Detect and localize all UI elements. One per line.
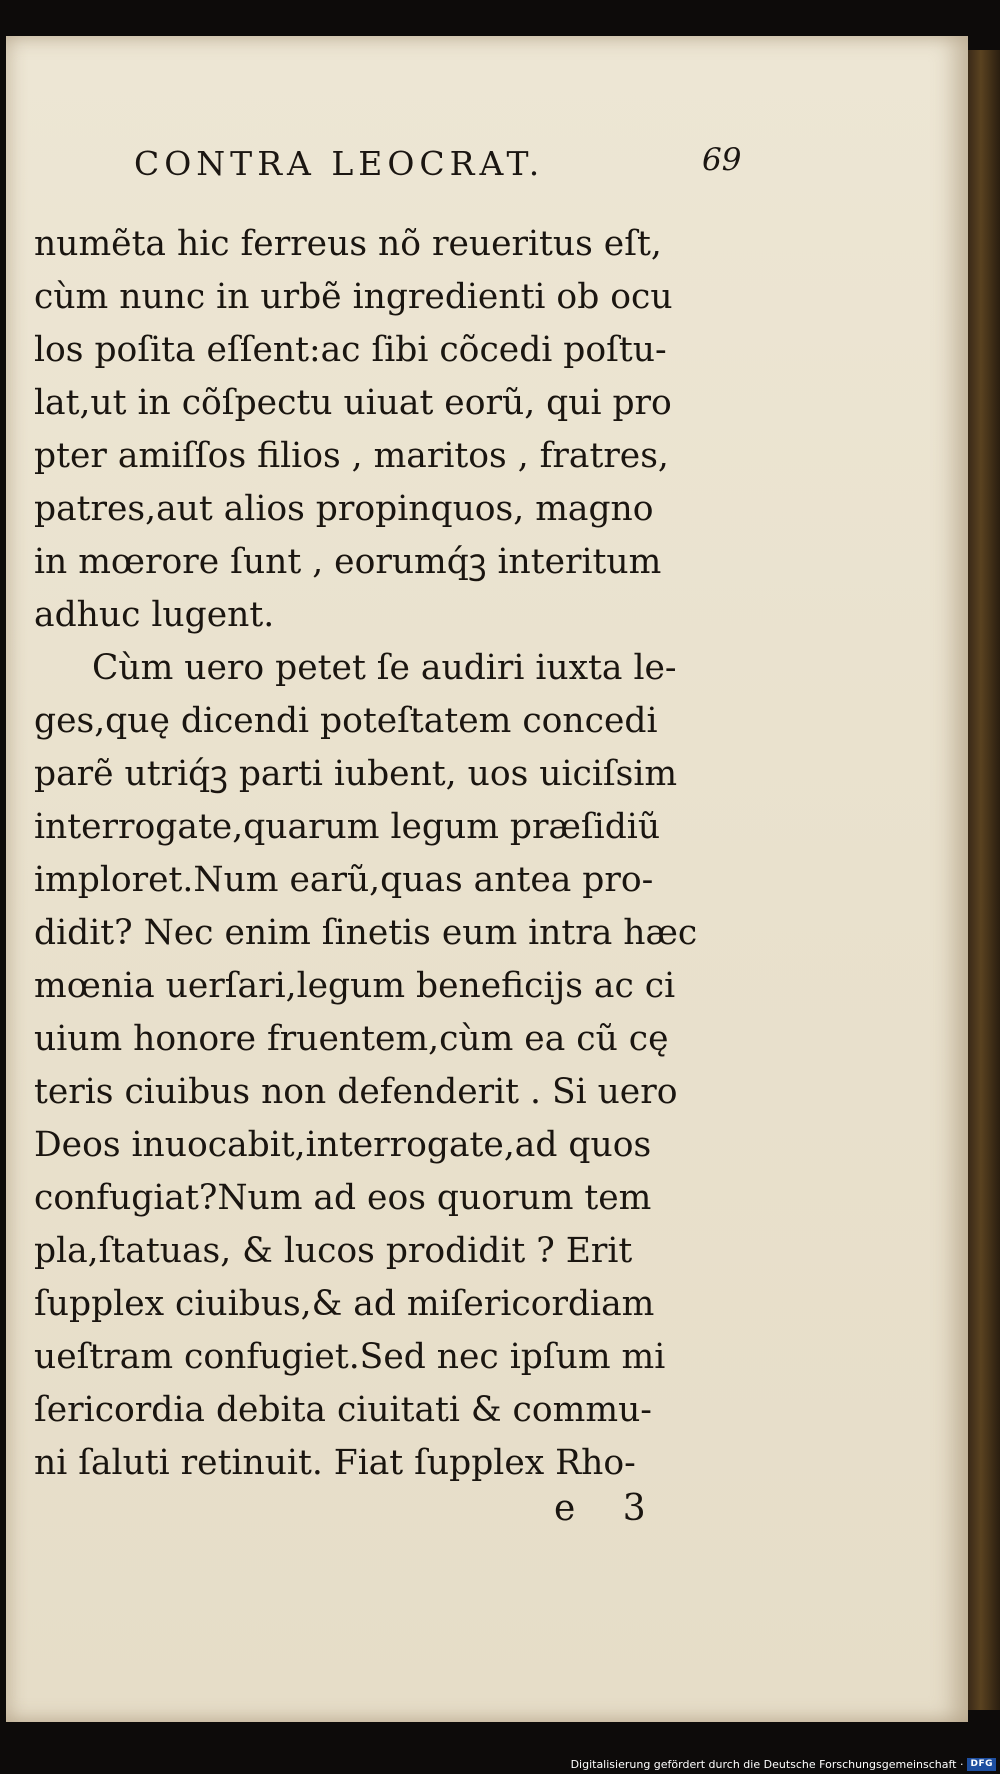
text-line: imploret.Num earũ,quas antea pro- — [34, 860, 654, 900]
page-number: 69 — [702, 142, 742, 178]
text-line: numẽta hic ferreus nõ reueritus eſt, — [34, 224, 662, 264]
text-line: lat,ut in cõſpectu uiuat eorũ, qui pro — [34, 383, 672, 423]
text-line: ſupplex ciuibus,& ad miſericordiam — [34, 1284, 655, 1324]
text-line: confugiat?Num ad eos quorum tem — [34, 1178, 652, 1218]
text-line: mœnia uerſari,legum beneficijs ac ci — [34, 966, 676, 1006]
book-page — [6, 36, 968, 1722]
text-line: in mœrore ſunt , eorumq́ꝫ interitum — [34, 542, 662, 582]
text-line: patres,aut alios propinquos, magno — [34, 489, 654, 529]
text-line: cùm nunc in urbẽ ingredienti ob ocu — [34, 277, 673, 317]
text-line: ſericordia debita ciuitati & commu- — [34, 1390, 652, 1430]
body-text — [34, 218, 754, 1490]
text-line: parẽ utriq́ꝫ parti iubent, uos uiciſsim — [34, 754, 678, 794]
text-line: los poſita eſſent:ac ſibi cõcedi poſtu- — [34, 330, 667, 370]
text-line: ueſtram confugiet.Sed nec ipſum mi — [34, 1337, 666, 1377]
text-line: teris ciuibus non defenderit . Si uero — [34, 1072, 678, 1112]
text-line: ges,quę dicendi poteſtatem concedi — [34, 701, 658, 741]
text-line: pter amiſſos filios , maritos , fratres, — [34, 436, 669, 476]
paragraph-start-line: Cùm uero petet ſe audiri iuxta le- — [92, 648, 677, 688]
text-line: ni ſaluti retinuit. Fiat ſupplex Rho- — [34, 1443, 636, 1483]
book-edge — [968, 50, 1000, 1710]
running-head: CONTRA LEOCRAT. — [134, 144, 545, 183]
text-line: didit? Nec enim ſinetis eum intra hæc — [34, 913, 698, 953]
text-line: interrogate,quarum legum præſidiũ — [34, 807, 661, 847]
footer-credit: Digitalisierung gefördert durch die Deutsche Forschungsgemeinschaft · — [570, 1757, 964, 1771]
text-line: adhuc lugent. — [34, 595, 275, 635]
text-line: pla,ſtatuas, & lucos prodidit ? Erit — [34, 1231, 633, 1271]
digitization-footer — [571, 1756, 996, 1772]
dfg-logo: DFG — [967, 1758, 996, 1771]
signature-mark: e 3 — [554, 1488, 664, 1529]
text-line: Deos inuocabit,interrogate,ad quos — [34, 1125, 652, 1165]
text-line: uium honore fruentem,cùm ea cũ cę — [34, 1019, 669, 1059]
